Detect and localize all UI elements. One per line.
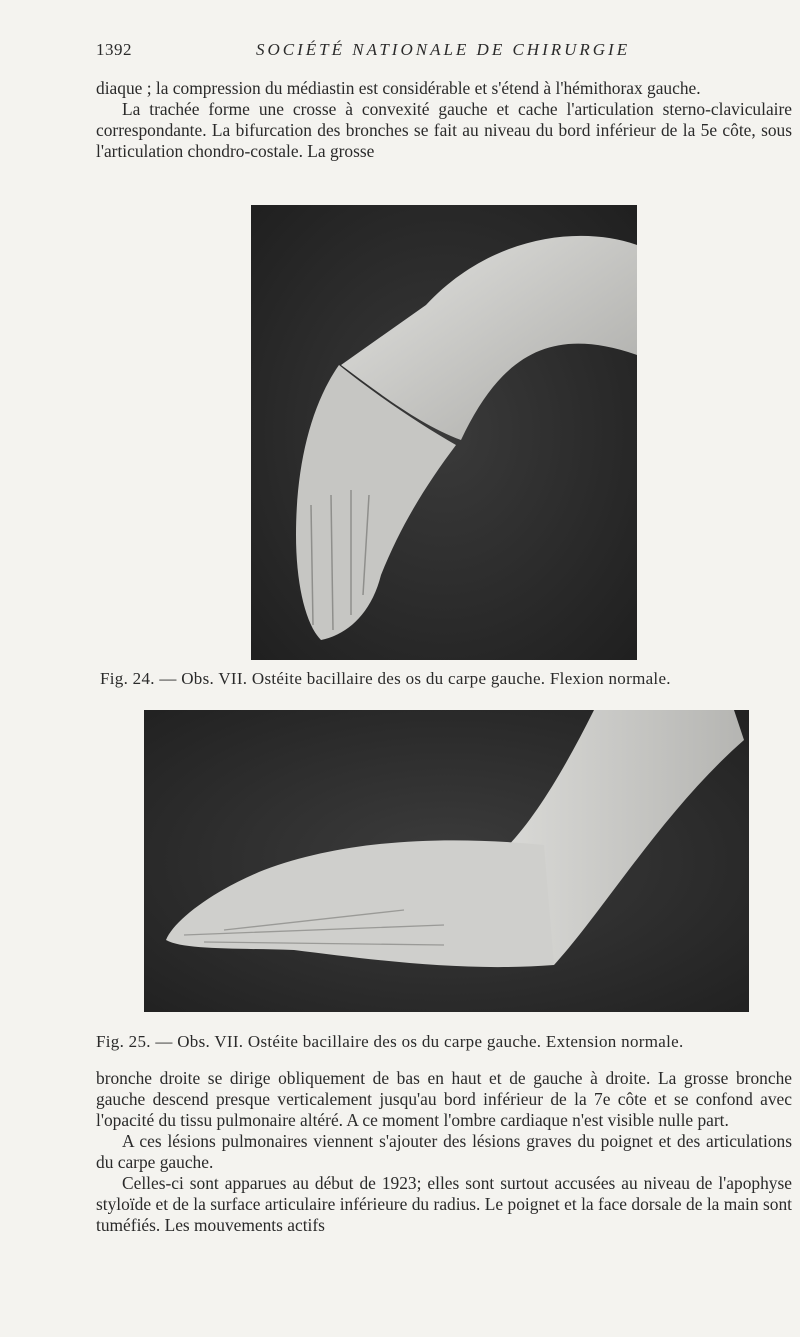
paragraph: diaque ; la compression du médiastin est considérable et s'étend à l'hémithorax gauche.: [96, 78, 701, 98]
figure-24-photo: [251, 205, 637, 660]
paragraph: bronche droite se dirige obliquement de bas en haut et de gauche à droite. La grosse bronche gauche descend presque verticalement jusqu'au bord inférieur de la 7e côte et se confond avec l'opacité du tissu pulmonaire altéré. A ce moment l'ombre cardiaque n'est visible nulle part.: [96, 1068, 792, 1130]
paragraph: Celles-ci sont apparues au début de 1923; elles sont surtout accusées au niveau de l'apophyse styloïde et de la surface articulaire inférieure du radius. Le poignet et la face dorsale de la main sont tuméfiés. Les mouvements actifs: [96, 1173, 792, 1235]
paragraph: A ces lésions pulmonaires viennent s'ajouter des lésions graves du poignet et des articulations du carpe gauche.: [96, 1131, 792, 1172]
page-header: [96, 40, 780, 66]
figure-24-caption: Fig. 24. — Obs. VII. Ostéite bacillaire des os du carpe gauche. Flexion normale.: [100, 669, 671, 688]
figure-25-photo: [144, 710, 749, 1012]
hand-flexion-image: [251, 205, 637, 660]
paragraph: La trachée forme une crosse à convexité gauche et cache l'articulation sterno-claviculaire correspondante. La bifurcation des bronches se fait au niveau du bord inférieur de la 5e côte, sous l'articulation chondro-costale. La grosse: [96, 99, 792, 161]
hand-extension-image: [144, 710, 749, 1012]
figure-25-caption: Fig. 25. — Obs. VII. Ostéite bacillaire des os du carpe gauche. Extension normale.: [96, 1032, 684, 1051]
top-text-block: [96, 78, 792, 162]
bottom-text-block: [96, 1068, 792, 1236]
page-number: 1392: [96, 40, 132, 59]
running-title: SOCIÉTÉ NATIONALE DE CHIRURGIE: [256, 40, 631, 59]
